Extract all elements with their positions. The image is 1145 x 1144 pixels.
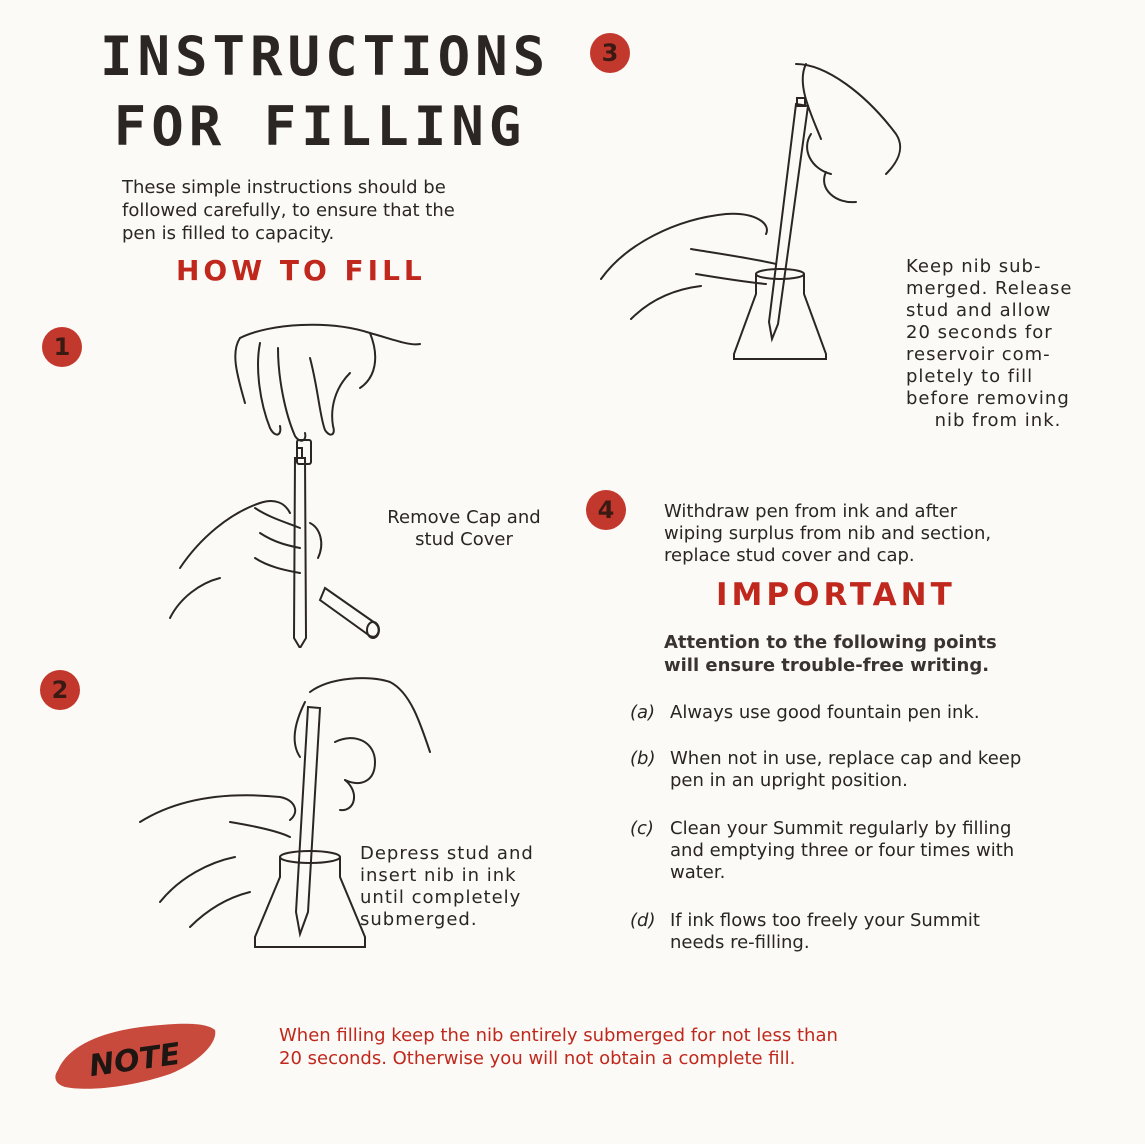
point-label: (b) [630,748,656,769]
caption-line: nib from ink. [934,410,1062,431]
point-label: (a) [630,702,656,723]
page-title-line1: INSTRUCTIONS [100,25,551,88]
point-label: (d) [630,910,656,931]
caption-line: Keep nib sub- [906,256,1042,277]
intro-line: These simple instructions should be [122,177,446,198]
intro-paragraph [122,176,494,245]
important-point-c [630,818,1030,884]
subheading-line: will ensure trouble-free writing. [664,655,990,676]
caption-line: until completely [360,887,522,908]
caption-line: Withdraw pen from ink and after [664,501,958,522]
intro-line: followed carefully, to ensure that the [122,200,455,221]
point-text: Always use good fountain pen ink. [670,702,980,723]
caption-line: merged. Release [906,278,1073,299]
caption-line: wiping surplus from nib and section, [664,523,992,544]
step-2-badge: 2 [40,670,80,710]
note-badge [50,1012,220,1092]
step-1-caption [370,507,558,551]
note-line: When filling keep the nib entirely submerged for not less than [279,1025,838,1046]
point-label: (c) [630,818,654,839]
step-2-caption [360,843,546,931]
caption-line: submerged. [360,909,478,930]
caption-line: reservoir com- [906,344,1051,365]
caption-line: Remove Cap and [387,507,541,528]
important-point-b [630,748,1030,792]
note-badge-label: NOTE [87,1036,183,1085]
important-point-d [630,910,1030,954]
caption-line: stud and allow [906,300,1052,321]
step-4-badge: 4 [586,490,626,530]
important-heading: IMPORTANT [716,577,956,613]
point-text: Clean your Summit regularly by filling and emptying three or four times with water. [670,818,1015,883]
note-line: 20 seconds. Otherwise you will not obtain a complete fill. [279,1048,796,1069]
step-3-illustration [596,54,906,364]
intro-line: pen is filled to capacity. [122,223,335,244]
caption-line: before removing [906,388,1070,409]
point-text: If ink flows too freely your Summit needs re-filling. [670,910,980,953]
caption-line: stud Cover [415,529,513,550]
caption-line: 20 seconds for [906,322,1053,343]
important-point-a [630,702,1030,724]
step-3-badge: 3 [590,33,630,73]
caption-line: Depress stud and [360,843,534,864]
caption-line: pletely to fill [906,366,1034,387]
subheading-line: Attention to the following points [664,632,997,653]
important-subheading [664,631,1034,677]
caption-line: replace stud cover and cap. [664,545,915,566]
caption-line: insert nib in ink [360,865,517,886]
note-text [279,1024,899,1070]
point-text: When not in use, replace cap and keep pen in an upright position. [670,748,1022,791]
step-3-caption [906,256,1090,432]
step-1-badge: 1 [42,327,82,367]
step-1-illustration [160,318,430,648]
how-to-fill-heading: HOW TO FILL [176,254,426,287]
step-4-caption [664,501,1034,567]
page-title-line2: FOR FILLING [113,95,527,158]
